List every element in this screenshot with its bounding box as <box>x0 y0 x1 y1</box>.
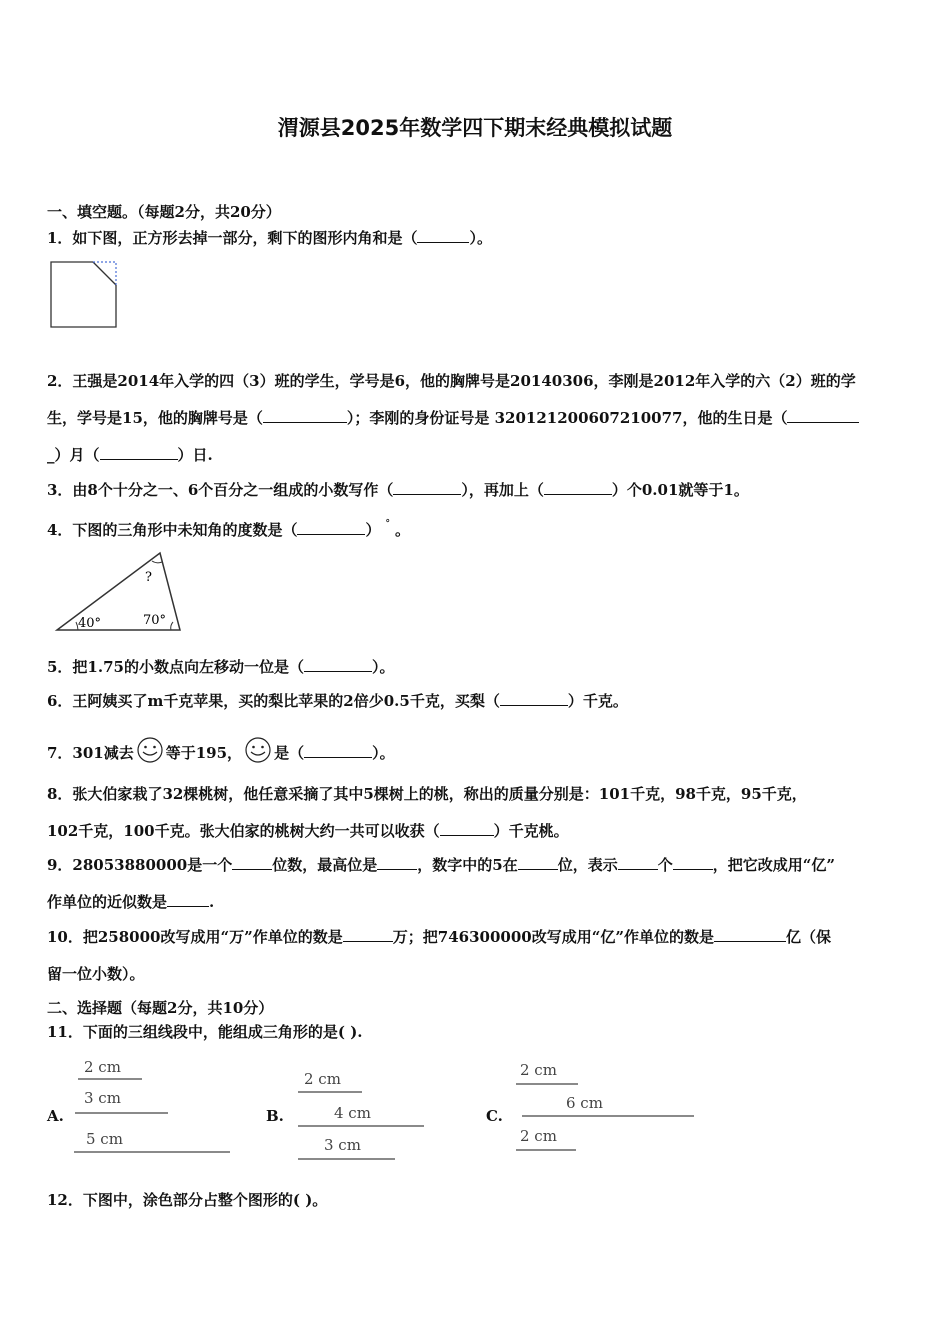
question-2-line2: 生，学号是15，他的胸牌号是（ ）；李刚的身份证号是 320121200607210077，他的生日是（ <box>47 408 859 428</box>
page-title: 渭源县2025年数学四下期末经典模拟试题 <box>277 116 673 140</box>
option-a-label[interactable]: A. <box>47 1107 64 1125</box>
question-4: 4．下图的三角形中未知角的度数是（ ） ° 。 <box>47 519 410 539</box>
option-c-segments[interactable] <box>512 1052 702 1156</box>
question-3: 3．由8个十分之一、6个百分之一组成的小数写作（ ），再加上（ ）个0.01就等于1。 <box>47 481 749 499</box>
option-b-label[interactable]: B. <box>266 1107 284 1125</box>
question-2-line3: _）月（ ）日. <box>47 446 213 464</box>
option-c-label[interactable]: C. <box>486 1107 503 1125</box>
answer-blank[interactable] <box>518 855 558 870</box>
answer-blank[interactable] <box>500 691 568 706</box>
question-9-line1: 9．28053880000是一个 位数，最高位是 ，数字中的5在 位，表示 个 ，把它改成用“亿” <box>47 856 836 874</box>
answer-blank[interactable] <box>417 228 469 243</box>
angle-label-unknown: ? <box>145 570 152 585</box>
svg-text:3 cm: 3 cm <box>324 1136 361 1154</box>
smiley-face-icon <box>242 736 274 764</box>
answer-blank[interactable] <box>263 408 347 423</box>
answer-blank[interactable] <box>787 408 859 423</box>
svg-text:6 cm: 6 cm <box>566 1094 603 1112</box>
svg-text:4 cm: 4 cm <box>334 1104 371 1122</box>
question-11-stem: 11．下面的三组线段中，能组成三角形的是( ). <box>47 1023 363 1041</box>
cut-square-figure <box>48 259 120 331</box>
svg-text:2 cm: 2 cm <box>520 1127 557 1145</box>
option-b-segments[interactable] <box>294 1064 434 1166</box>
angle-arc-top <box>152 561 162 563</box>
section1-heading: 一、填空题。（每题2分，共20分） <box>47 203 281 221</box>
answer-blank[interactable] <box>618 855 658 870</box>
answer-blank[interactable] <box>343 927 393 942</box>
answer-blank[interactable] <box>167 892 209 907</box>
answer-blank[interactable] <box>393 480 461 495</box>
question-6: 6．王阿姨买了m千克苹果，买的梨比苹果的2倍少0.5千克，买梨（ ）千克。 <box>47 692 628 710</box>
angle-label-40: 40° <box>78 616 102 631</box>
svg-text:2 cm: 2 cm <box>84 1058 121 1076</box>
answer-blank[interactable] <box>377 855 417 870</box>
svg-text:2 cm: 2 cm <box>520 1061 557 1079</box>
question-8-line1: 8．张大伯家栽了32棵桃树，他任意采摘了其中5棵树上的桃，称出的质量分别是：101千克，98千克，95千克， <box>47 785 807 803</box>
question-10-line1: 10．把258000改写成用“万”作单位的数是 万；把746300000改写成用“亿”作单位的数是 亿（保 <box>47 928 831 946</box>
question-9-line2: 作单位的近似数是 . <box>47 893 215 911</box>
question-12-stem: 12．下图中，涂色部分占整个图形的( )。 <box>47 1191 328 1209</box>
answer-blank[interactable] <box>440 821 494 836</box>
answer-blank[interactable] <box>304 657 372 672</box>
angle-arc-right <box>171 622 173 630</box>
triangle-figure <box>52 548 187 638</box>
answer-blank[interactable] <box>100 445 178 460</box>
question-8-line2: 102千克，100千克。张大伯家的桃树大约一共可以收获（ ）千克桃。 <box>47 822 569 840</box>
answer-blank[interactable] <box>304 743 372 758</box>
question-7: 7．301减去 等于195， 是（ ）。 <box>47 736 395 764</box>
svg-text:3 cm: 3 cm <box>84 1089 121 1107</box>
answer-blank[interactable] <box>544 480 612 495</box>
square-outline <box>51 262 116 327</box>
answer-blank[interactable] <box>297 520 365 535</box>
svg-text:5 cm: 5 cm <box>86 1130 123 1148</box>
section2-heading: 二、选择题（每题2分，共10分） <box>47 999 274 1017</box>
answer-blank[interactable] <box>673 855 713 870</box>
question-1: 1．如下图，正方形去掉一部分，剩下的图形内角和是（ ）。 <box>47 229 492 247</box>
answer-blank[interactable] <box>232 855 272 870</box>
answer-blank[interactable] <box>714 927 786 942</box>
svg-text:2 cm: 2 cm <box>304 1070 341 1088</box>
cut-line <box>93 262 116 285</box>
question-10-line2: 留一位小数）。 <box>47 965 145 983</box>
option-a-segments[interactable] <box>70 1052 240 1164</box>
question-5: 5．把1.75的小数点向左移动一位是（ ）。 <box>47 658 395 676</box>
question-2-line1: 2．王强是2014年入学的四（3）班的学生，学号是6，他的胸牌号是20140306，李刚是2012年入学的六（2）班的学 <box>47 372 856 390</box>
angle-label-70: 70° <box>143 613 167 628</box>
smiley-face-icon <box>134 736 166 764</box>
